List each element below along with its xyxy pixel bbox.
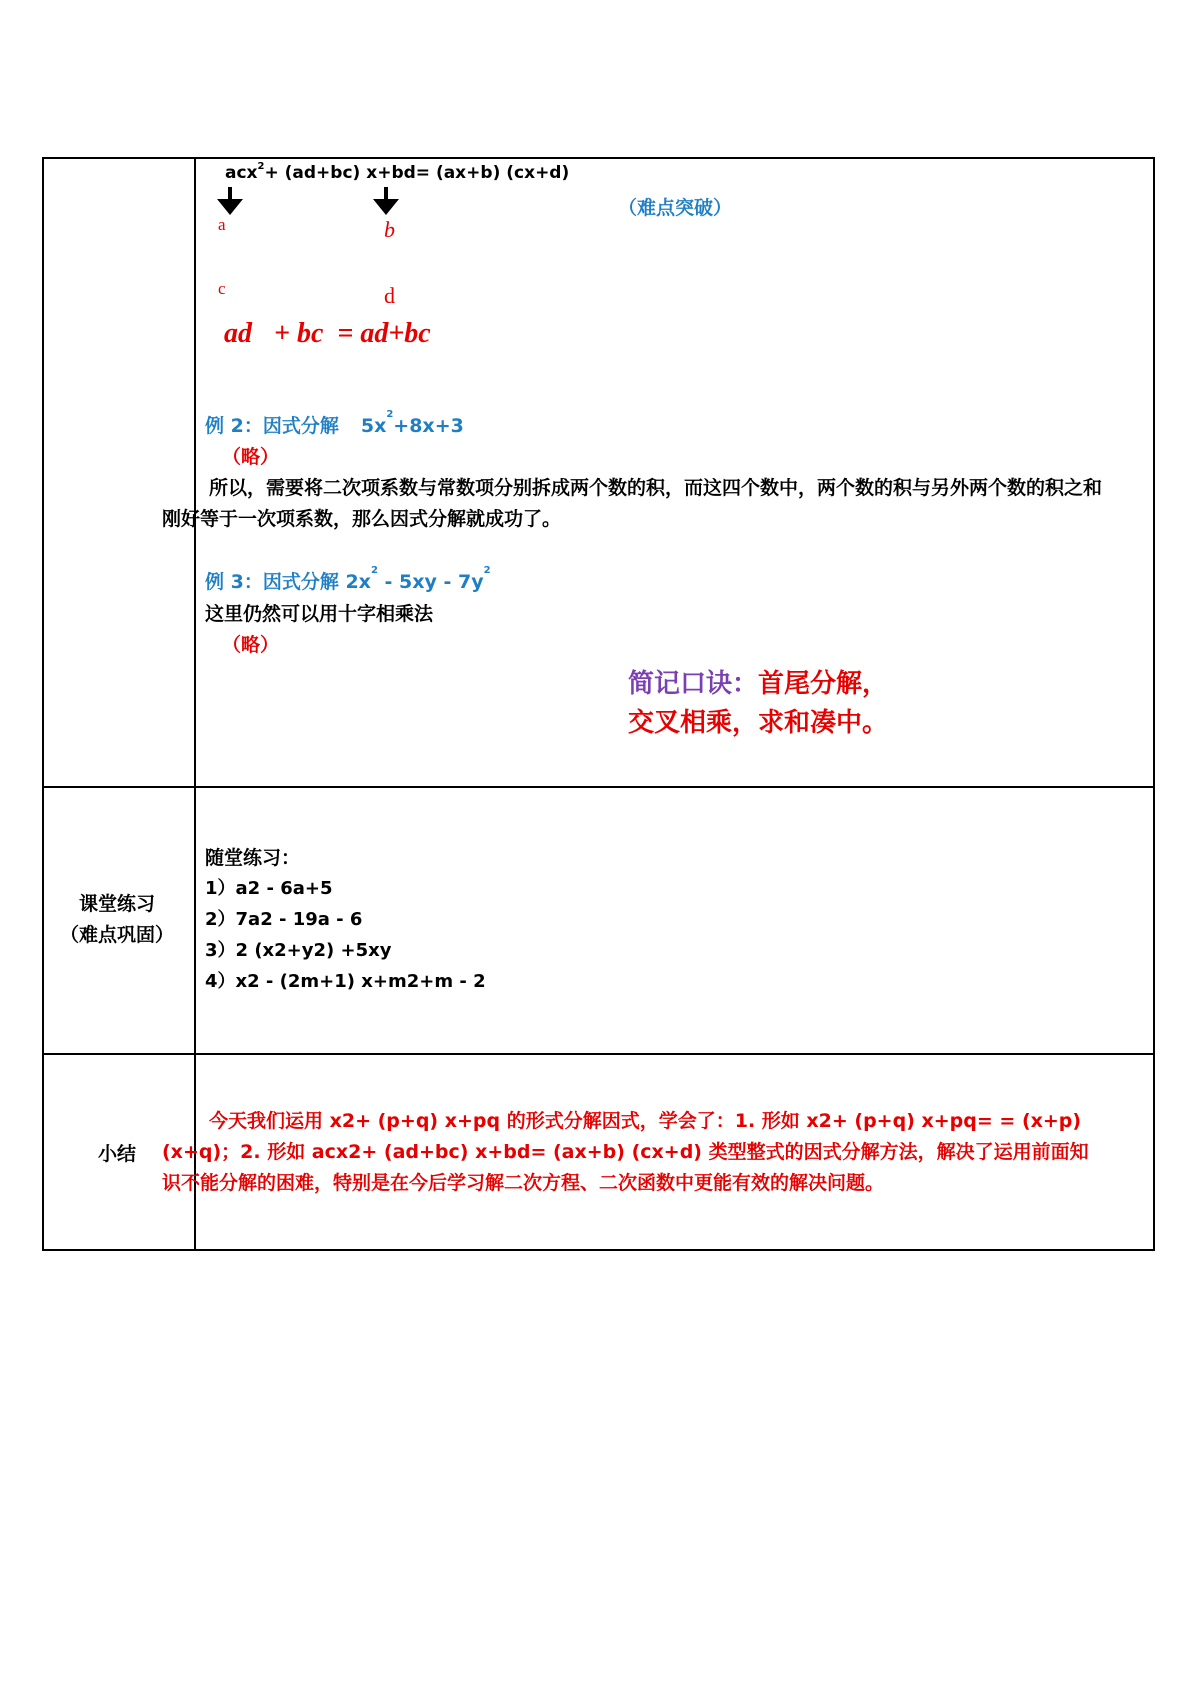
- cross-method-formula: acx$^2$+ (ad+bc) x+bd= (ax+b) (cx+d): [225, 161, 570, 183]
- cross-term-a: a: [218, 215, 226, 234]
- example-3-note: 这里仍然可以用十字相乘法: [205, 603, 434, 625]
- row-divider: [44, 1053, 1153, 1055]
- cross-term-b: b: [384, 217, 395, 242]
- practice-title: 随堂练习：: [205, 847, 301, 869]
- cross-term-c: c: [218, 279, 226, 298]
- practice-sublabel: （难点巩固）: [59, 924, 174, 946]
- practice-item: 1）a2 - 6a+5: [205, 878, 333, 899]
- practice-item: 4）x2 - (2m+1) x+m2+m - 2: [205, 971, 486, 992]
- row-divider: [44, 786, 1153, 788]
- lesson-table: [42, 157, 1155, 1251]
- summary-text: 今天我们运用 x2+ (p+q) x+pq 的形式分解因式，学会了：1. 形如 x2+ (p+q) x+pq= = (x+p) (x+q)；2. 形如 acx2+ (ad+bc) x+bd= (ax+b) (cx+d) 类型整式的因式分解方法，解决了运用前面知识不能分解的困难，特别是在今后学习解二次方程、二次函数中更能有效的解决问题。: [162, 1110, 1089, 1194]
- cross-term-d: d: [384, 283, 395, 308]
- column-divider: [194, 159, 196, 1249]
- practice-item: 3）2 (x2+y2) +5xy: [205, 940, 392, 961]
- example-3-omitted: （略）: [222, 634, 280, 656]
- summary-label: 小结: [97, 1143, 136, 1165]
- practice-item: 2）7a2 - 19a - 6: [205, 909, 363, 930]
- sum-line: ad + bc = ad+bc: [224, 318, 431, 349]
- mnemonic-line-2: 交叉相乘，求和凑中。: [628, 708, 889, 738]
- explanation-paragraph: 所以，需要将二次项系数与常数项分别拆成两个数的积，而这四个数中，两个数的积与另外两个数的积之和刚好等于一次项系数，那么因式分解就成功了。: [162, 477, 1103, 530]
- difficulty-tag: （难点突破）: [618, 197, 733, 219]
- example-2-heading: 例 2：因式分解 $5x^2+8x+3$: [205, 409, 464, 437]
- mnemonic-line-1: 简记口诀：首尾分解，: [628, 669, 889, 699]
- practice-label: 课堂练习: [78, 893, 155, 915]
- example-3-heading: 例 3：因式分解 $2x^2 - 5xy - 7y^2$: [205, 565, 491, 593]
- example-2-omitted: （略）: [222, 446, 280, 468]
